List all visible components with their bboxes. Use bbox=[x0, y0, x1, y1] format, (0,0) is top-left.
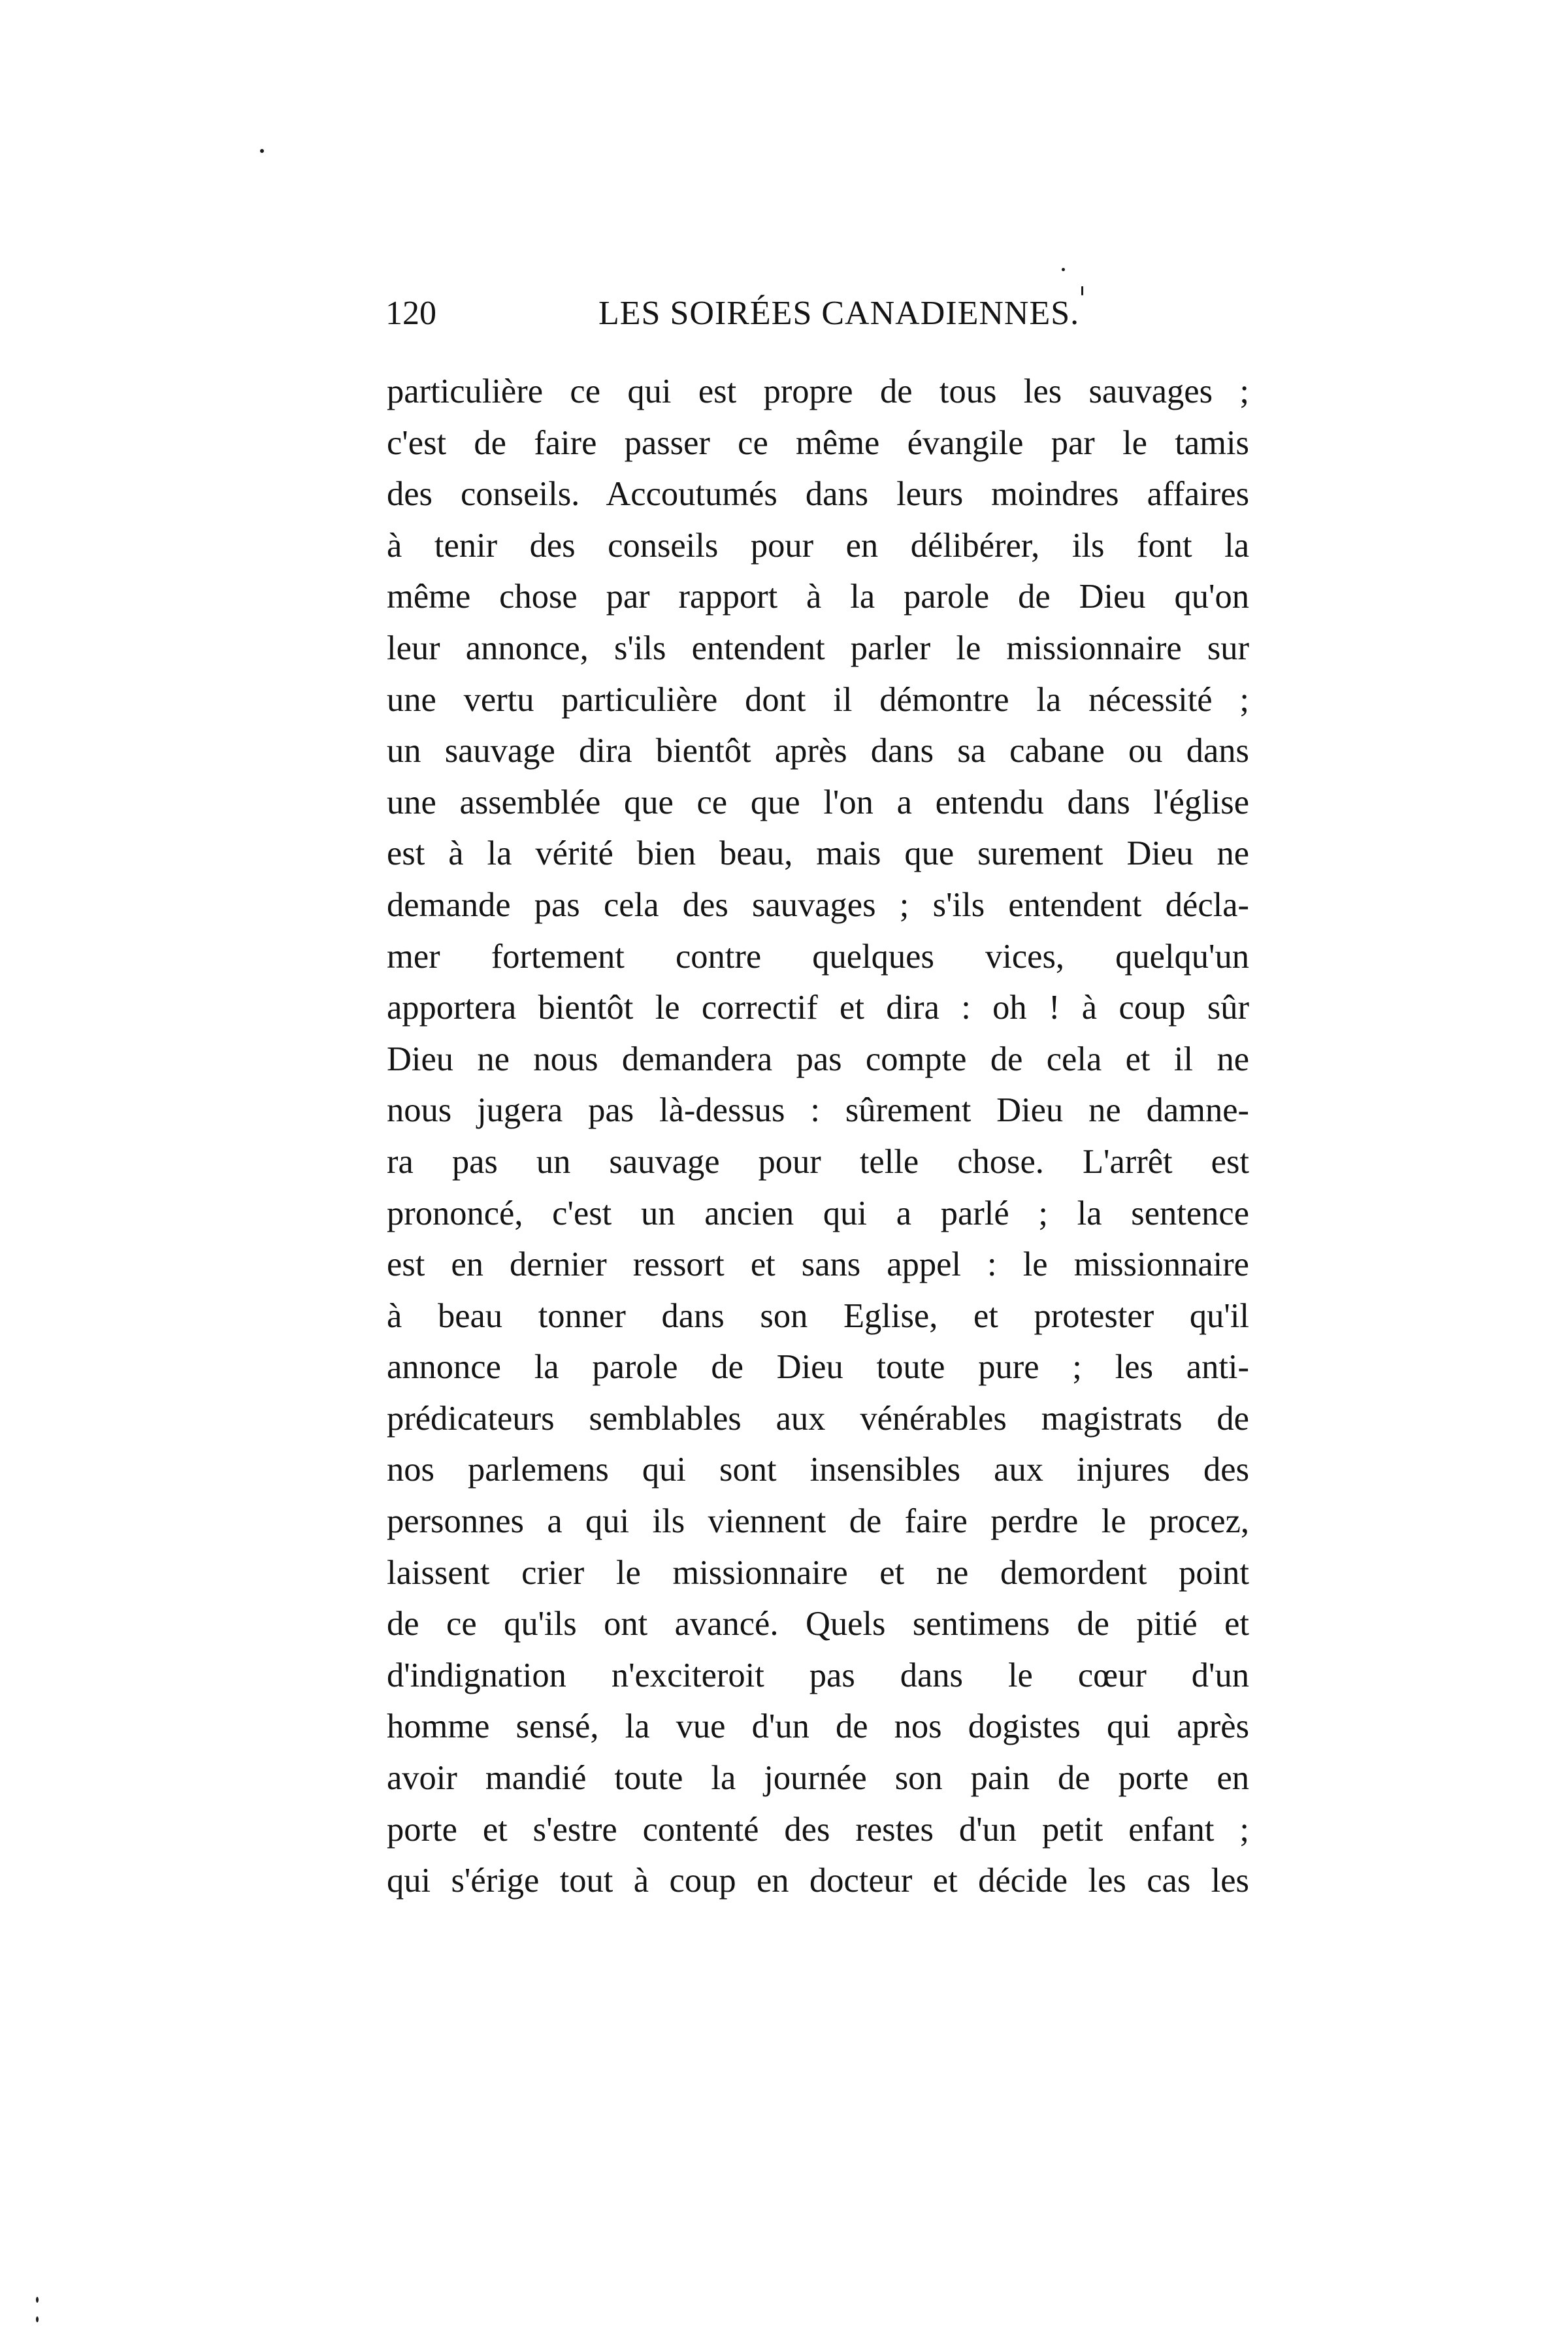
text-line: leur annonce, s'ils entendent parler le missionnaire sur bbox=[387, 629, 1249, 667]
text-line: nos parlemens qui sont insensibles aux injures des bbox=[387, 1451, 1249, 1489]
ink-speck bbox=[36, 2316, 39, 2322]
text-line: une assemblée que ce que l'on a entendu dans l'église bbox=[387, 783, 1249, 821]
text-line: à tenir des conseils pour en délibérer, ils font la bbox=[387, 526, 1249, 565]
text-line: homme sensé, la vue d'un de nos dogistes qui après bbox=[387, 1707, 1249, 1746]
text-line: prédicateurs semblables aux vénérables magistrats de bbox=[387, 1399, 1249, 1438]
page-number: 120 bbox=[385, 295, 436, 332]
body-text bbox=[387, 366, 1249, 1907]
text-line: prononcé, c'est un ancien qui a parlé ; la sentence bbox=[387, 1194, 1249, 1232]
text-line: même chose par rapport à la parole de Dieu qu'on bbox=[387, 578, 1249, 616]
running-title: LES SOIRÉES CANADIENNES. bbox=[598, 295, 1080, 332]
text-line: un sauvage dira bientôt après dans sa cabane ou dans bbox=[387, 732, 1249, 770]
ink-speck bbox=[36, 2297, 39, 2303]
running-head bbox=[385, 288, 1241, 340]
text-line: c'est de faire passer ce même évangile par le tamis bbox=[387, 423, 1249, 462]
text-line: est en dernier ressort et sans appel : le missionnaire bbox=[387, 1245, 1249, 1284]
text-line: laissent crier le missionnaire et ne demordent point bbox=[387, 1553, 1249, 1592]
text-line: est à la vérité bien beau, mais que surement Dieu ne bbox=[387, 834, 1249, 873]
text-line: nous jugera pas là-dessus : sûrement Dieu ne damne- bbox=[387, 1091, 1249, 1130]
text-line: personnes a qui ils viennent de faire perdre le procez, bbox=[387, 1502, 1249, 1541]
text-line: particulière ce qui est propre de tous les sauvages ; bbox=[387, 372, 1249, 410]
text-line: de ce qu'ils ont avancé. Quels sentimens de pitié et bbox=[387, 1605, 1249, 1643]
text-line: avoir mandié toute la journée son pain de porte en bbox=[387, 1759, 1249, 1798]
text-line: des conseils. Accoutumés dans leurs moindres affaires bbox=[387, 475, 1249, 514]
text-line: demande pas cela des sauvages ; s'ils entendent décla- bbox=[387, 885, 1249, 924]
text-line: ra pas un sauvage pour telle chose. L'arrêt est bbox=[387, 1142, 1249, 1181]
ink-speck bbox=[1062, 268, 1065, 271]
text-line: Dieu ne nous demandera pas compte de cela et il ne bbox=[387, 1040, 1249, 1078]
text-line: mer fortement contre quelques vices, quelqu'un bbox=[387, 937, 1249, 976]
text-line: à beau tonner dans son Eglise, et protester qu'il bbox=[387, 1296, 1249, 1335]
text-line: une vertu particulière dont il démontre la nécessité ; bbox=[387, 680, 1249, 719]
text-line: apportera bientôt le correctif et dira : oh ! à coup sûr bbox=[387, 989, 1249, 1027]
ink-speck bbox=[260, 149, 264, 153]
text-line: qui s'érige tout à coup en docteur et décide les cas les bbox=[387, 1862, 1249, 1900]
text-line: d'indignation n'exciteroit pas dans le cœur d'un bbox=[387, 1656, 1249, 1694]
text-line: annonce la parole de Dieu toute pure ; les anti- bbox=[387, 1348, 1249, 1387]
text-line: porte et s'estre contenté des restes d'un petit enfant ; bbox=[387, 1810, 1249, 1849]
